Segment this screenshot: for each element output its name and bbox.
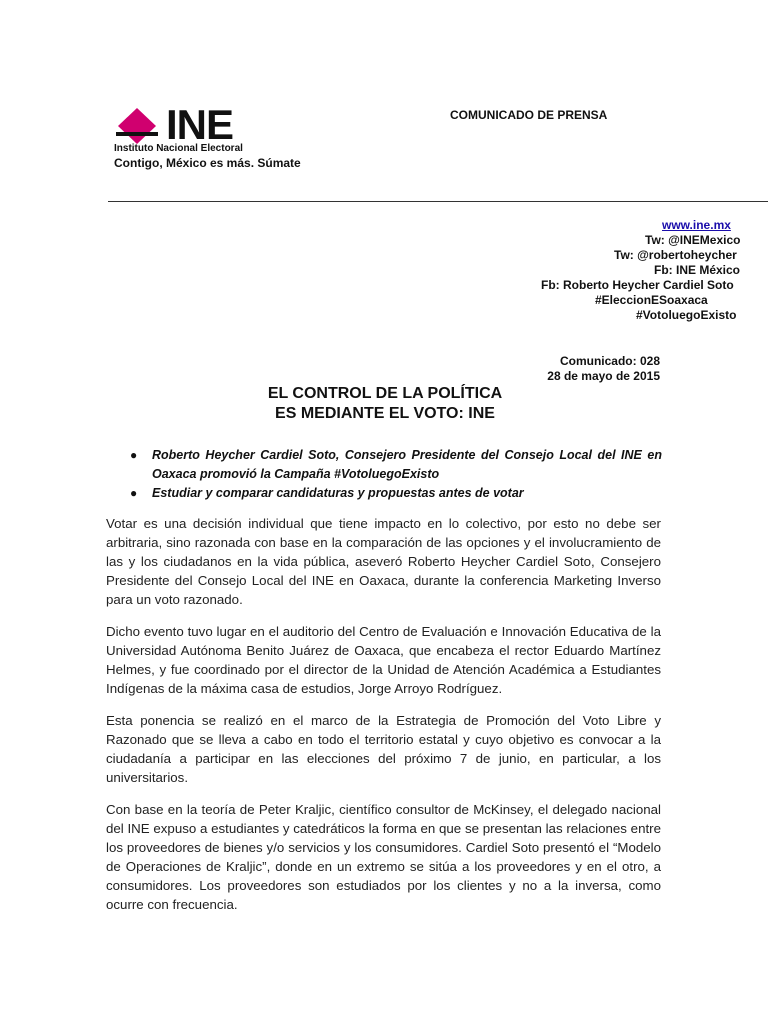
headline-line-2: ES MEDIANTE EL VOTO: INE xyxy=(275,405,495,422)
logo-wordmark: INE xyxy=(166,101,234,148)
bullet-text: Roberto Heycher Cardiel Soto, Consejero Presidente del Consejo Local del INE en Oaxaca promovió la Campaña #VotoluegoExisto xyxy=(152,448,662,481)
website-link[interactable]: www.ine.mx xyxy=(662,218,731,232)
communique-number: Comunicado: 028 xyxy=(559,354,660,368)
bullet-dot-icon: ● xyxy=(130,448,138,462)
bullet-item xyxy=(106,484,662,503)
bullet-dot-icon: ● xyxy=(130,486,138,500)
facebook-ine: Fb: INE México xyxy=(654,263,741,277)
facebook-roberto: Fb: Roberto Heycher Cardiel Soto xyxy=(541,278,734,292)
communique-date: 28 de mayo de 2015 xyxy=(547,369,660,383)
bullet-text: Estudiar y comparar candidaturas y propuestas antes de votar xyxy=(152,486,524,500)
logo-subtext: Instituto Nacional Electoral xyxy=(114,143,243,153)
article-body xyxy=(106,514,661,927)
paragraph: Con base en la teoría de Peter Kraljic, científico consultor de McKinsey, el delegado nacional del INE expuso a estudiantes y catedráticos la forma en que se presentan las relaciones entre los proveedores de bienes y/o servicios y los consumidores. Cardiel Soto presentó el “Modelo de Operaciones de Kraljic”, donde en un extremo se sitúa a los proveedores y en el otro, a consumidores. Los proveedores son estudiados por los clientes y no a la inversa, como ocurre con frecuencia. xyxy=(106,802,661,912)
hashtag-eleccion: #EleccionESoaxaca xyxy=(595,293,708,307)
social-contacts xyxy=(468,218,768,322)
tagline: Contigo, México es más. Súmate xyxy=(114,156,301,170)
hashtag-voto: #VotoluegoExisto xyxy=(636,308,737,322)
headline xyxy=(200,384,570,424)
twitter-roberto: Tw: @robertoheycher xyxy=(614,248,737,262)
headline-line-1: EL CONTROL DE LA POLÍTICA xyxy=(267,385,503,402)
summary-bullets xyxy=(106,446,662,503)
header-divider xyxy=(108,201,768,202)
communique-meta xyxy=(500,354,660,384)
paragraph: Esta ponencia se realizó en el marco de la Estrategia de Promoción del Voto Libre y Razonado que se lleva a cabo en todo el territorio estatal y cuyo objetivo es convocar a la ciudadanía a participar en las elecciones del próximo 7 de junio, en particular, a los universitarios. xyxy=(106,713,661,785)
paragraph: Votar es una decisión individual que tiene impacto en lo colectivo, por esto no debe ser arbitraria, sino razonada con base en la comparación de las opciones y el involucramiento de las y los ciudadanos en la vida pública, aseveró Roberto Heycher Cardiel Soto, Consejero Presidente del Consejo Local del INE en Oaxaca, durante la conferencia Marketing Inverso para un voto razonado. xyxy=(106,516,661,607)
ine-diamond-icon xyxy=(114,106,160,146)
bullet-item xyxy=(106,446,662,484)
twitter-ine: Tw: @INEMexico xyxy=(645,233,741,247)
document-type: COMUNICADO DE PRENSA xyxy=(450,108,608,122)
paragraph: Dicho evento tuvo lugar en el auditorio del Centro de Evaluación e Innovación Educativa de la Universidad Autónoma Benito Juárez de Oaxaca, que encabeza el rector Eduardo Martínez Helmes, y fue coordinado por el director de la Unidad de Atención Académica a Estudiantes Indígenas de la máxima casa de estudios, Jorge Arroyo Rodríguez. xyxy=(106,624,661,696)
